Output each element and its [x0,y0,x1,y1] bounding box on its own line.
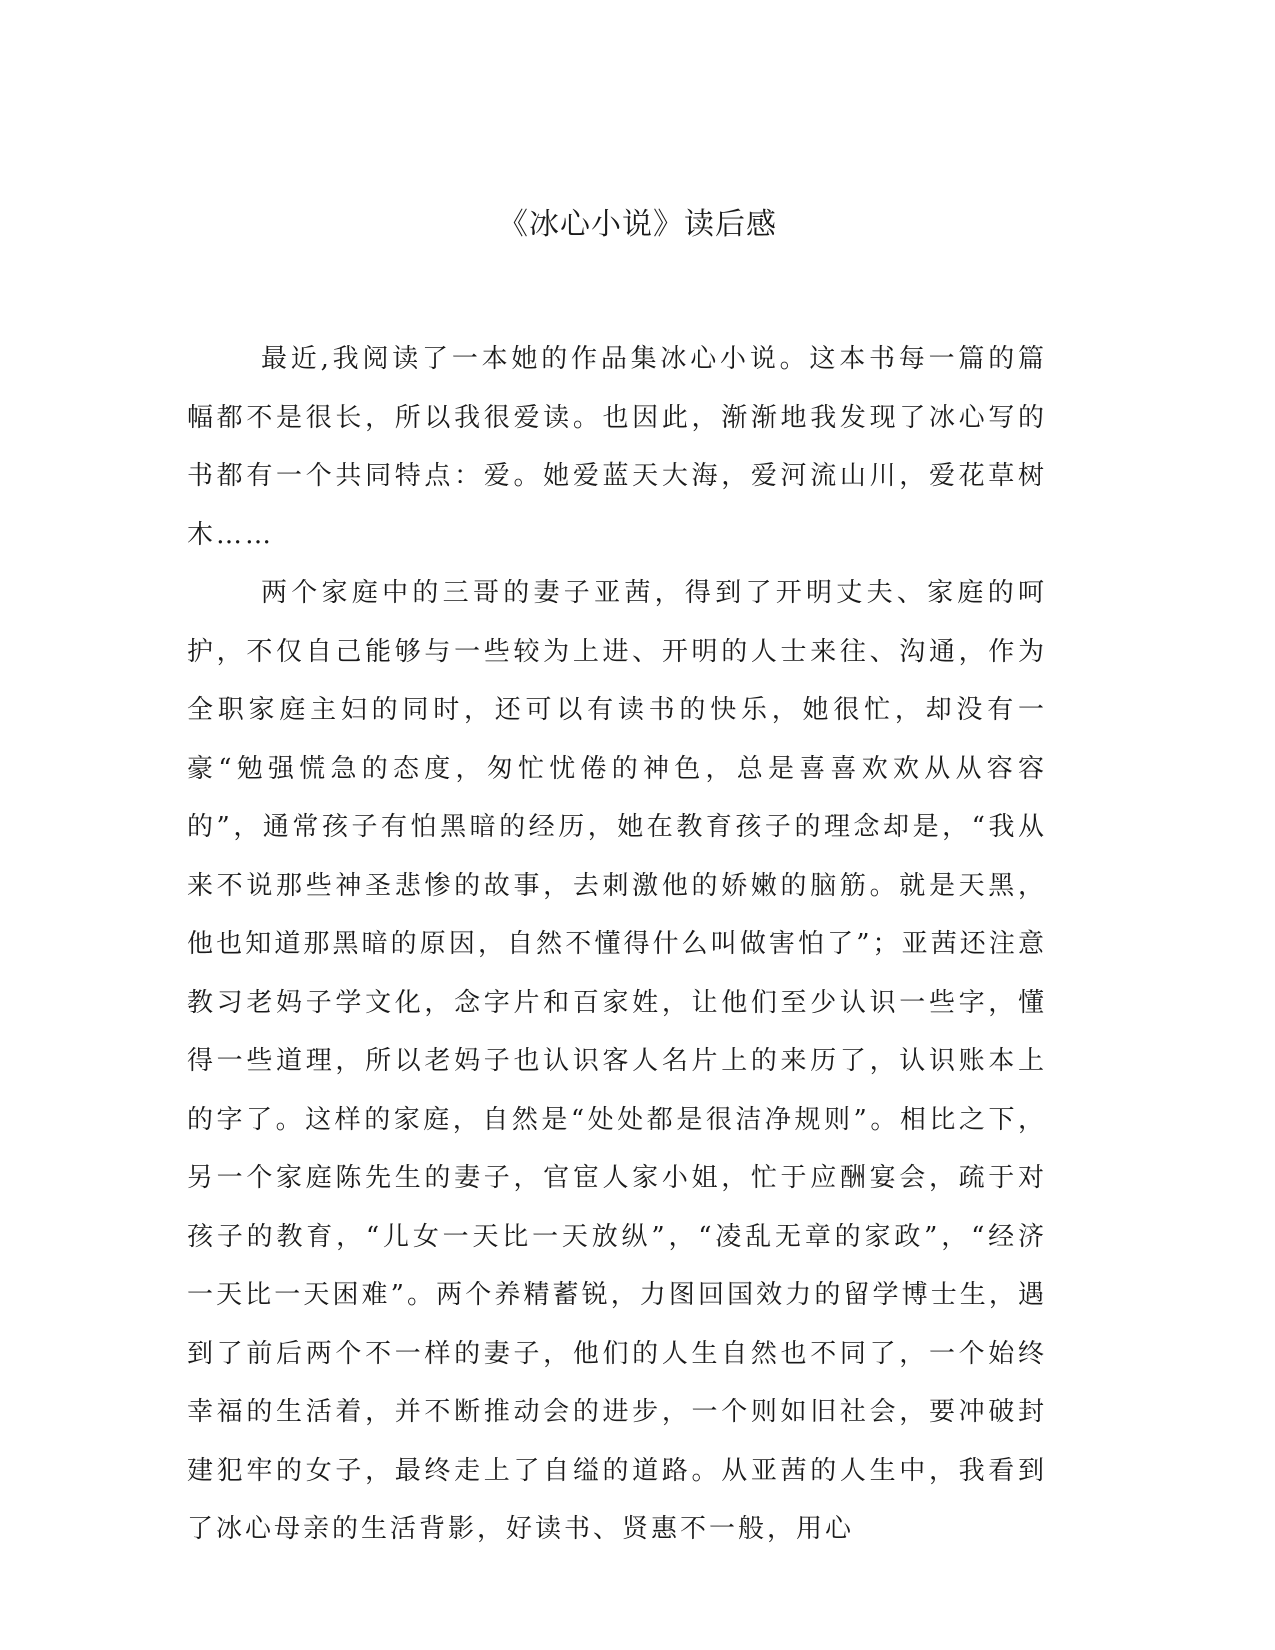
paragraph-1: 最近,我阅读了一本她的作品集冰心小说。这本书每一篇的篇幅都不是很长，所以我很爱读。也因此，渐渐地我发现了冰心写的书都有一个共同特点：爱。她爱蓝天大海，爱河流山川，爱花草树木…… [187,344,1047,550]
document-body [187,330,1047,1559]
paragraph-2: 两个家庭中的三哥的妻子亚茜，得到了开明丈夫、家庭的呵护，不仅自己能够与一些较为上进、开明的人士来往、沟通，作为全职家庭主妇的同时，还可以有读书的快乐，她很忙，却没有一豪“勉强慌急的态度，匆忙忧倦的神色，总是喜喜欢欢从从容容的”，通常孩子有怕黑暗的经历，她在教育孩子的理念却是，“我从来不说那些神圣悲惨的故事，去刺激他的娇嫩的脑筋。就是天黑，他也知道那黑暗的原因，自然不懂得什么叫做害怕了”；亚茜还注意教习老妈子学文化，念字片和百家姓，让他们至少认识一些字，懂得一些道理，所以老妈子也认识客人名片上的来历了，认识账本上的字了。这样的家庭，自然是“处处都是很洁净规则”。相比之下，另一个家庭陈先生的妻子，官宦人家小姐，忙于应酬宴会，疏于对孩子的教育，“儿女一天比一天放纵”，“凌乱无章的家政”，“经济一天比一天困难”。两个养精蓄锐，力图回国效力的留学博士生，遇到了前后两个不一样的妻子，他们的人生自然也不同了，一个始终幸福的生活着，并不断推动会的进步，一个则如旧社会，要冲破封建犯牢的女子，最终走上了自缢的道路。从亚茜的人生中，我看到了冰心母亲的生活背影，好读书、贤惠不一般，用心 [187,578,1047,1544]
document-title: 《冰心小说》读后感 [498,207,777,242]
